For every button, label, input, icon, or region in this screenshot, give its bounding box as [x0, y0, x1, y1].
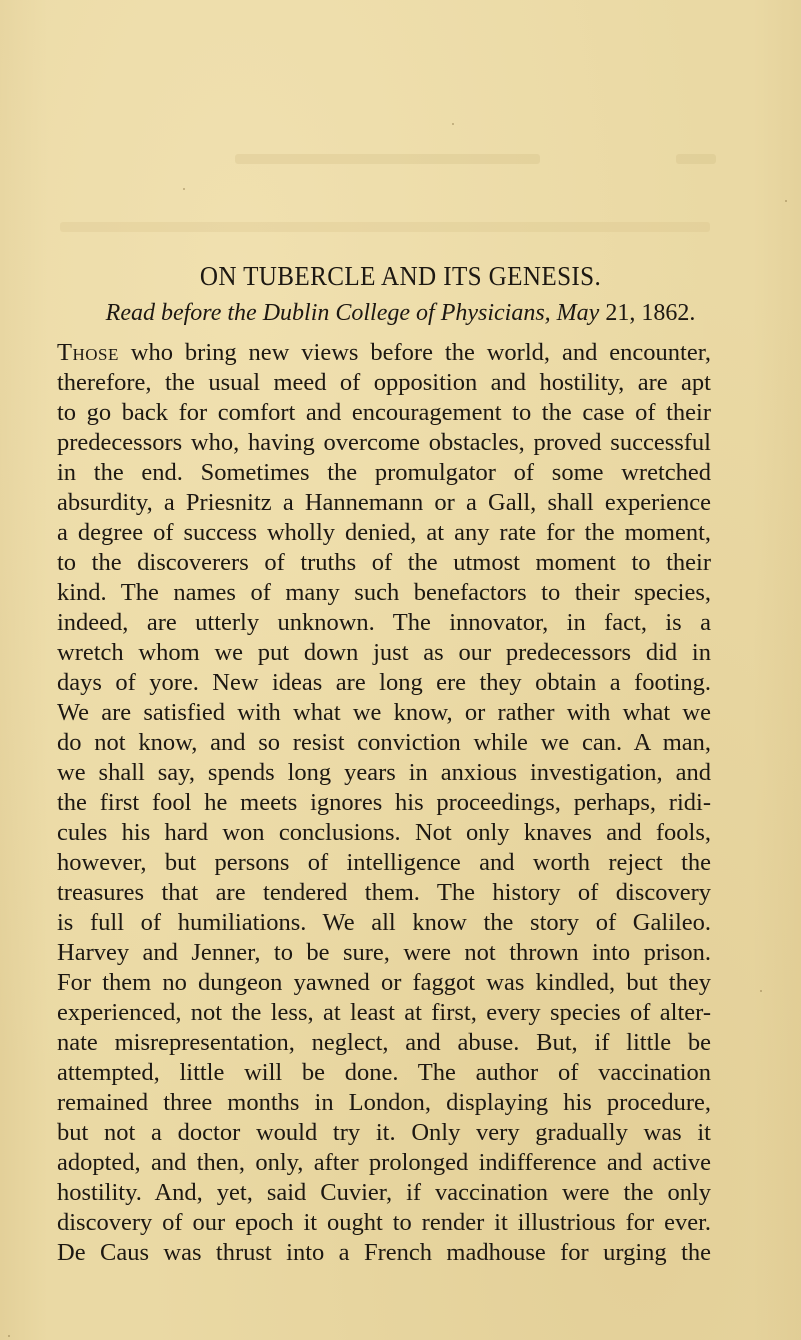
text-line: days of yore. New ideas are long ere they obtain a footing.: [57, 669, 711, 696]
text-line: in the end. Sometimes the promulgator of some wretched: [57, 459, 711, 486]
text-line: therefore, the usual meed of opposition and hostility, are apt: [57, 369, 711, 396]
subtitle-date: 21, 1862.: [599, 300, 696, 326]
text-line: absurdity, a Priesnitz a Hannemann or a Gall, shall experience: [57, 489, 711, 516]
paper-speck: [183, 188, 185, 190]
text-line: adopted, and then, only, after prolonged indifference and active: [57, 1149, 711, 1176]
text-line: Those who bring new views before the world, and encounter,: [57, 339, 711, 366]
paper-speck: [452, 123, 454, 125]
text-line: indeed, are utterly unknown. The innovator, in fact, is a: [57, 609, 711, 636]
text-line: we shall say, spends long years in anxious investigation, and: [57, 759, 711, 786]
text-line: We are satisfied with what we know, or rather with what we: [57, 699, 711, 726]
text-line: hostility. And, yet, said Cuvier, if vaccination were the only: [57, 1179, 711, 1206]
text-line: wretch whom we put down just as our predecessors did in: [57, 639, 711, 666]
text-line: Harvey and Jenner, to be sure, were not thrown into prison.: [57, 939, 711, 966]
text-line: experienced, not the less, at least at first, every species of alter-: [57, 999, 711, 1026]
text-line: the first fool he meets ignores his proceedings, perhaps, ridi-: [57, 789, 711, 816]
text-line: treasures that are tendered them. The history of discovery: [57, 879, 711, 906]
text-line: but not a doctor would try it. Only very gradually was it: [57, 1119, 711, 1146]
text-line: kind. The names of many such benefactors to their species,: [57, 579, 711, 606]
text-line: however, but persons of intelligence and worth reject the: [57, 849, 711, 876]
text-line: remained three months in London, displaying his procedure,: [57, 1089, 711, 1116]
body-paragraph: [57, 338, 711, 1268]
paper-speck: [760, 990, 762, 992]
text-line: cules his hard won conclusions. Not only knaves and fools,: [57, 819, 711, 846]
show-through-from-reverse-page: [0, 0, 801, 240]
paper-speck: [8, 1335, 10, 1337]
text-line: to go back for comfort and encouragement to the case of their: [57, 399, 711, 426]
text-line: do not know, and so resist conviction while we can. A man,: [57, 729, 711, 756]
paper-speck: [785, 200, 787, 202]
text-line: attempted, little will be done. The author of vaccination: [57, 1059, 711, 1086]
text-line: predecessors who, having overcome obstacles, proved successful: [57, 429, 711, 456]
text-line: to the discoverers of truths of the utmost moment to their: [57, 549, 711, 576]
text-line: is full of humiliations. We all know the story of Galileo.: [57, 909, 711, 936]
text-line: De Caus was thrust into a French madhouse for urging the: [57, 1239, 711, 1266]
text-line: discovery of our epoch it ought to render it illustrious for ever.: [57, 1209, 711, 1236]
chapter-subtitle: [0, 298, 801, 328]
text-line: For them no dungeon yawned or faggot was kindled, but they: [57, 969, 711, 996]
text-line: nate misrepresentation, neglect, and abuse. But, if little be: [57, 1029, 711, 1056]
chapter-title: ON TUBERCLE AND ITS GENESIS.: [199, 261, 602, 291]
drop-word-smallcaps: Those: [57, 339, 119, 366]
text-line: a degree of success wholly denied, at any rate for the moment,: [57, 519, 711, 546]
subtitle-italic: Read before the Dublin College of Physicians, May: [105, 300, 600, 326]
